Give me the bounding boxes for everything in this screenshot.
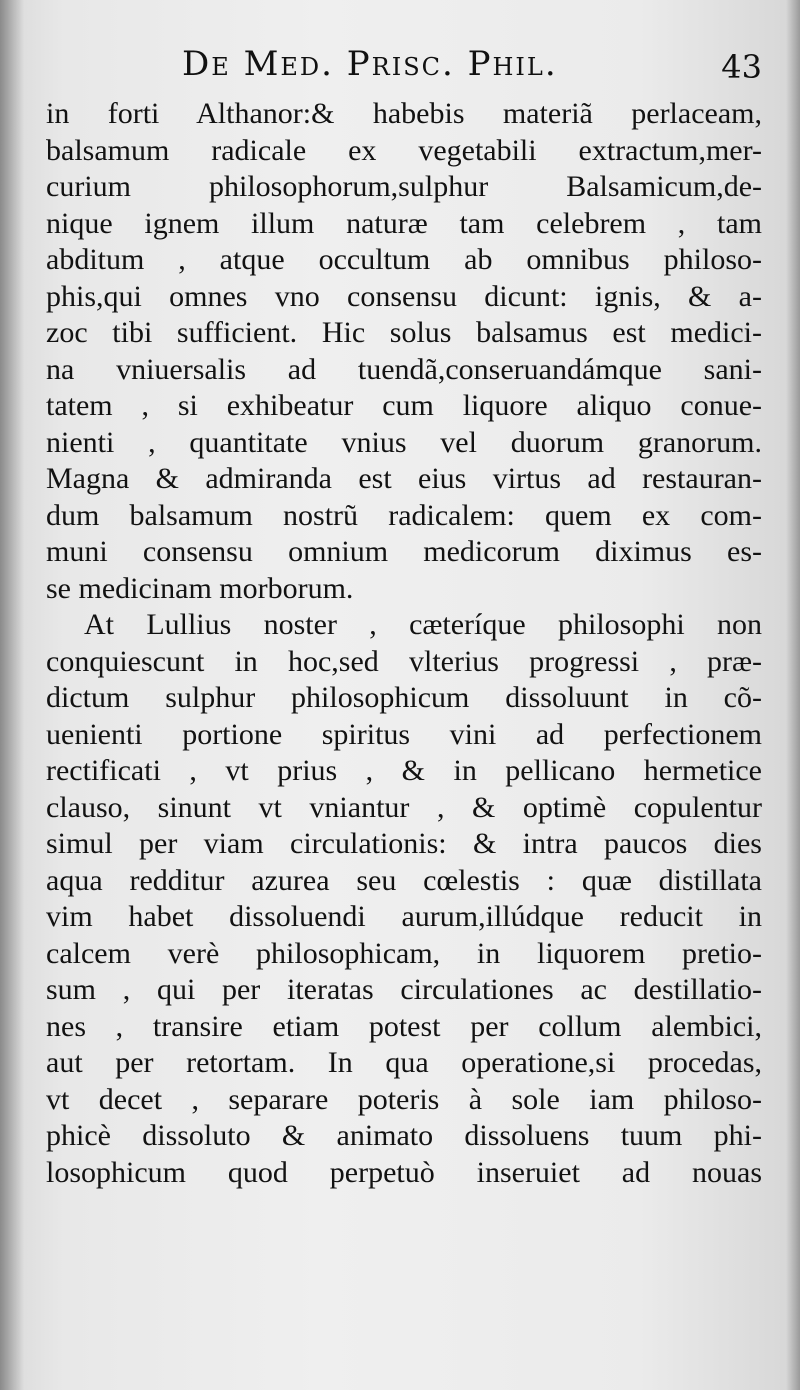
text-line: phicè dissoluto & animato dissoluens tuum phi- [46,1119,762,1152]
text-line: aqua redditur azurea seu cœlestis : quæ distillata [46,863,762,897]
text-line: nienti , quantitate vnius vel duorum granorum. [46,425,762,459]
text-line: vt decet , separare poteris à sole iam philoso- [46,1082,762,1116]
text-line: balsamum radicale ex vegetabili extractum,mer- [46,133,762,167]
text-line: in forti Althanor:& habebis materiã perlaceam, [46,97,762,130]
text-line: se medicinam morborum. [46,571,354,605]
text-line: conquiescunt in hoc,sed vlterius progressi , præ- [46,644,762,678]
text-line: phis,qui omnes vno consensu dicunt: ignis, & a- [46,279,762,313]
paragraph-1 [46,96,762,607]
text-line: nique ignem illum naturæ tam celebrem , tam [46,206,762,240]
text-line: na vniuersalis ad tuendã,conseruandámque sani- [46,352,762,386]
text-line: curium philosophorum,sulphur Balsamicum,de- [46,170,762,203]
body-text [46,96,762,1191]
text-line: Magna & admiranda est eius virtus ad restauran- [46,462,762,495]
text-line: vim habet dissoluendi aurum,illúdque reducit in [46,900,762,933]
page-edge [786,0,800,1390]
text-line: zoc tibi sufficient. Hic solus balsamus est medici- [46,316,762,349]
text-line: uenienti portione spiritus vini ad perfectionem [46,717,762,751]
text-line: muni consensu omnium medicorum diximus es- [46,535,762,568]
paragraph-2 [46,607,762,1191]
page-number: 43 [721,48,762,86]
text-line: tatem , si exhibeatur cum liquore aliquo conue- [46,389,762,422]
text-line: simul per viam circulationis: & intra paucos dies [46,827,762,860]
text-line: dictum sulphur philosophicum dissoluunt in cõ- [46,681,762,714]
text-line: At Lullius noster , cæteríque philosophi non [84,608,762,641]
text-line: nes , transire etiam potest per collum alembici, [46,1009,762,1043]
text-line: rectificati , vt prius , & in pellicano hermetice [46,754,762,787]
text-line: aut per retortam. In qua operatione,si procedas, [46,1046,762,1079]
text-line: calcem verè philosophicam, in liquorem pretio- [46,936,762,970]
binding-gutter [0,0,24,1390]
text-line: abditum , atque occultum ab omnibus philoso- [46,243,762,276]
text-line: sum , qui per iteratas circulationes ac destillatio- [46,973,762,1006]
running-head: De Med. Prisc. Phil. [182,44,558,84]
page-header [0,44,800,94]
text-line: losophicum quod perpetuò inseruiet ad nouas [46,1155,762,1189]
text-line: dum balsamum nostrũ radicalem: quem ex com- [46,498,762,532]
text-line: clauso, sinunt vt vniantur , & optimè copulentur [46,790,762,824]
